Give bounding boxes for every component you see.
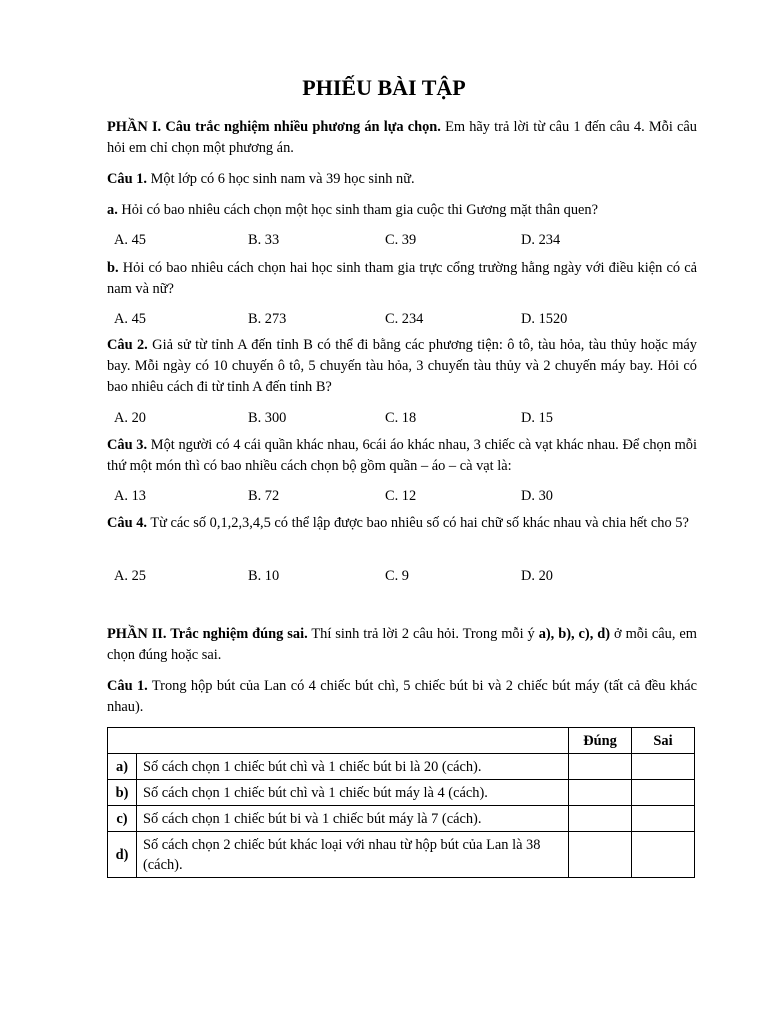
- p1-q3-stem: [107, 435, 697, 477]
- option-d[interactable]: D. 1520: [521, 311, 568, 327]
- part1-intro: [107, 117, 697, 159]
- p1-q4-label: Câu 4.: [107, 515, 147, 531]
- part2-instruction-markers: a), b), c), d): [538, 626, 611, 642]
- table-row: [108, 780, 695, 806]
- part2-heading: PHẦN II. Trắc nghiệm đúng sai.: [107, 626, 308, 642]
- header-false: Sai: [632, 728, 695, 754]
- p1-q1b-text: Hỏi có bao nhiêu cách chọn hai học sinh tham gia trực cổng trường hằng ngày với điều kiện có cả nam và nữ?: [107, 260, 697, 297]
- row-label: b): [108, 780, 137, 806]
- p2-q1-text: Trong hộp bút của Lan có 4 chiếc bút chì, 5 chiếc bút bi và 2 chiếc bút máy (tất cả đều khác nhau).: [107, 678, 697, 715]
- option-c[interactable]: C. 39: [385, 232, 417, 248]
- true-answer-cell[interactable]: [569, 832, 632, 878]
- option-c[interactable]: C. 18: [385, 410, 417, 426]
- part1-heading: PHẦN I. Câu trắc nghiệm nhiều phương án lựa chọn.: [107, 119, 441, 135]
- p2-q1-stem: [107, 676, 697, 718]
- p1-q1b-label: b.: [107, 260, 119, 276]
- p1-q3-label: Câu 3.: [107, 437, 148, 453]
- option-c[interactable]: C. 234: [385, 311, 424, 327]
- option-a[interactable]: A. 13: [114, 488, 146, 504]
- part2-instruction-2: ở mỗi câu, em chọn đúng hoặc sai.: [107, 626, 697, 663]
- false-answer-cell[interactable]: [632, 754, 695, 780]
- p1-q3-text: Một người có 4 cái quần khác nhau, 6cái áo khác nhau, 3 chiếc cà vạt khác nhau. Để chọn mỗi thứ một món thì có bao nhiều cách chọn bộ gồm quần – áo – cà vạt là:: [107, 437, 697, 474]
- p1-q2-text: Giả sử từ tỉnh A đến tỉnh B có thể đi bằng các phương tiện: ô tô, tàu hỏa, tàu thủy hoặc máy bay. Mỗi ngày có 10 chuyến ô tô, 5 chuyến tàu hỏa, 3 chuyến tàu thủy và 2 chuyến máy bay. Hỏi có bao nhiêu cách đi từ tỉnh A đến tỉnh B?: [107, 337, 698, 395]
- option-b[interactable]: B. 273: [248, 311, 287, 327]
- part2-intro: [107, 624, 697, 666]
- false-answer-cell[interactable]: [632, 806, 695, 832]
- option-d[interactable]: D. 30: [521, 488, 553, 504]
- option-b[interactable]: B. 10: [248, 568, 280, 584]
- p1-q4-text: Từ các số 0,1,2,3,4,5 có thể lập được bao nhiêu số có hai chữ số khác nhau và chia hết cho 5?: [146, 515, 689, 531]
- option-a[interactable]: A. 25: [114, 568, 146, 584]
- true-answer-cell[interactable]: [569, 806, 632, 832]
- page-title: PHIẾU BÀI TẬP: [302, 75, 466, 100]
- true-false-table: [107, 727, 695, 878]
- option-d[interactable]: D. 15: [521, 410, 553, 426]
- p1-q2-stem: [107, 335, 697, 398]
- p1-q2-label: Câu 2.: [107, 337, 148, 353]
- part2-instruction-1: Thí sinh trả lời 2 câu hỏi. Trong mỗi ý: [307, 626, 539, 642]
- p1-q1-text: Một lớp có 6 học sinh nam và 39 học sinh nữ.: [146, 171, 415, 187]
- true-answer-cell[interactable]: [569, 780, 632, 806]
- option-a[interactable]: A. 45: [114, 311, 146, 327]
- p1-q1a-options: [114, 230, 714, 251]
- row-label: d): [108, 832, 137, 878]
- option-c[interactable]: C. 9: [385, 568, 409, 584]
- option-b[interactable]: B. 72: [248, 488, 280, 504]
- row-statement: Số cách chọn 1 chiếc bút chì và 1 chiếc bút máy là 4 (cách).: [137, 780, 569, 806]
- row-statement: Số cách chọn 1 chiếc bút bi và 1 chiếc bút máy là 7 (cách).: [137, 806, 569, 832]
- p1-q1-stem: [107, 169, 697, 190]
- option-a[interactable]: A. 45: [114, 232, 146, 248]
- table-row: [108, 806, 695, 832]
- option-d[interactable]: D. 20: [521, 568, 553, 584]
- p2-q1-label: Câu 1.: [107, 678, 148, 694]
- part1-instruction: Em hãy trả lời từ câu 1 đến câu 4. Mỗi câu hỏi em chỉ chọn một phương án.: [107, 119, 697, 156]
- option-d[interactable]: D. 234: [521, 232, 561, 248]
- option-b[interactable]: B. 300: [248, 410, 287, 426]
- p1-q1a-label: a.: [107, 202, 118, 218]
- p1-q1a-text: Hỏi có bao nhiêu cách chọn một học sinh tham gia cuộc thi Gương mặt thân quen?: [117, 202, 598, 218]
- table-header-row: [108, 728, 695, 754]
- p1-q1-label: Câu 1.: [107, 171, 147, 187]
- false-answer-cell[interactable]: [632, 832, 695, 878]
- p1-q4-stem: [107, 513, 697, 534]
- option-b[interactable]: B. 33: [248, 232, 280, 248]
- row-statement: Số cách chọn 2 chiếc bút khác loại với nhau từ hộp bút của Lan là 38 (cách).: [137, 832, 569, 878]
- table-row: [108, 832, 695, 878]
- false-answer-cell[interactable]: [632, 780, 695, 806]
- p1-q1b-stem: [107, 258, 697, 300]
- p1-q3-options: [114, 486, 714, 507]
- option-c[interactable]: C. 12: [385, 488, 417, 504]
- header-true: Đúng: [569, 728, 632, 754]
- p1-q1b-options: [114, 309, 714, 330]
- header-empty-cell: [108, 728, 569, 754]
- p1-q2-options: [114, 408, 714, 429]
- row-statement: Số cách chọn 1 chiếc bút chì và 1 chiếc bút bi là 20 (cách).: [137, 754, 569, 780]
- option-a[interactable]: A. 20: [114, 410, 146, 426]
- table-row: [108, 754, 695, 780]
- row-label: a): [108, 754, 137, 780]
- true-answer-cell[interactable]: [569, 754, 632, 780]
- p1-q1a-stem: [107, 200, 697, 221]
- p1-q4-options: [114, 566, 714, 587]
- row-label: c): [108, 806, 137, 832]
